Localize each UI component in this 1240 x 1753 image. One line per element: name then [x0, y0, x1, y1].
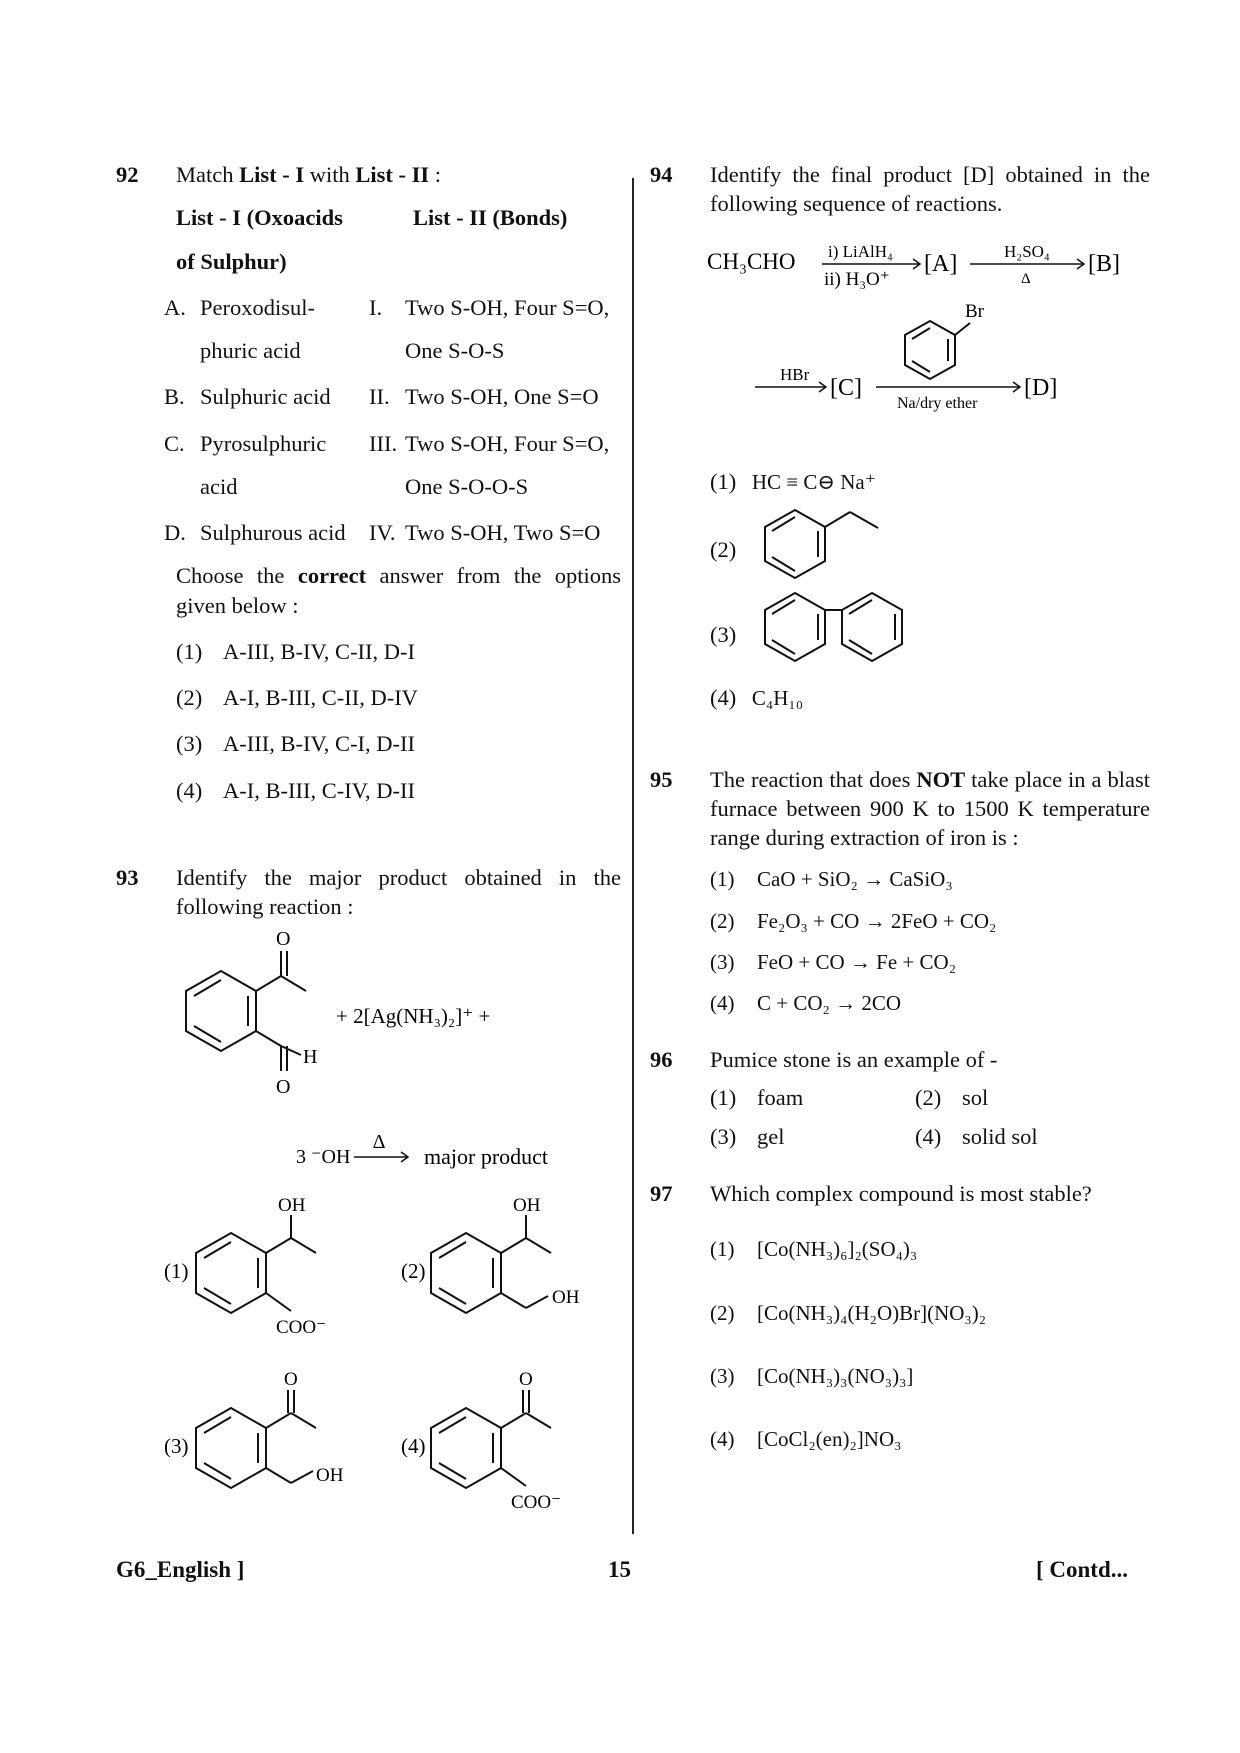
final-product-d: [D]	[1024, 374, 1058, 401]
svg-text:OH: OH	[278, 1195, 306, 1217]
option-2[interactable]: (2)	[710, 536, 737, 562]
oxygen-label: O	[276, 1076, 291, 1099]
match-row: A. Peroxodisul- phuric acid I. Two S-OH, Four S=O, One S-O-S	[164, 294, 610, 363]
list-1-heading: List - I (Oxoacids	[176, 205, 343, 231]
question-number: 97	[650, 1181, 673, 1207]
question-94	[650, 160, 1150, 219]
question-text: Pumice stone is an example of -	[710, 1047, 998, 1073]
question-text: Which complex compound is most stable?	[710, 1181, 1092, 1207]
svg-text:(3): (3)	[164, 1434, 189, 1459]
choose-instruction: Choose the correct answer from the options given below :	[176, 563, 621, 618]
question-93	[116, 863, 621, 922]
step2-top: H₂SO₄	[1004, 241, 1050, 261]
option-1[interactable]: (1) A-III, B-IV, C-II, D-I	[176, 638, 416, 664]
step1-bottom: ii) H₃O⁺	[824, 268, 890, 290]
question-text: Match List - I with List - II :	[176, 162, 442, 187]
q94-reaction-scheme	[650, 225, 1150, 465]
option-1-structure[interactable]	[164, 1195, 326, 1338]
delta-label: Δ	[372, 1131, 386, 1154]
option-1[interactable]: (1) foam	[710, 1084, 804, 1110]
option-1[interactable]: (1) [Co(NH₃)₆]₂(SO₄)₃	[710, 1237, 918, 1262]
question-95	[650, 765, 1150, 1018]
option-4-structure[interactable]	[401, 1369, 561, 1513]
svg-text:(2): (2)	[401, 1259, 426, 1284]
option-2[interactable]: (2) Fe₂O₃ + CO → 2FeO + CO₂	[710, 908, 997, 933]
list-headings	[176, 203, 621, 276]
option-4[interactable]: (4) solid sol	[915, 1123, 1038, 1149]
column-divider	[632, 178, 634, 1534]
biphenyl-structure	[750, 585, 930, 675]
svg-text:OH: OH	[316, 1465, 344, 1487]
option-3[interactable]: (3) gel	[710, 1123, 785, 1149]
option-1[interactable]: (1) HC ≡ C⊖ Na⁺	[710, 468, 876, 494]
hydrogen-label: H	[303, 1046, 318, 1069]
svg-text:OH: OH	[513, 1195, 541, 1217]
option-3-structure[interactable]	[164, 1369, 344, 1488]
option-4[interactable]: (4) [CoCl₂(en)₂]NO₃	[710, 1427, 902, 1452]
step1-top: i) LiAlH₄	[828, 241, 893, 261]
ethylbenzene-structure	[750, 500, 910, 590]
options-row	[710, 1122, 1150, 1151]
option-3[interactable]: (3)	[710, 621, 737, 647]
svg-text:O: O	[284, 1369, 298, 1391]
svg-text:(1): (1)	[164, 1259, 189, 1284]
question-text: Identify the final product [D] obtained in the following sequence of reactions.	[710, 162, 1150, 217]
right-column	[650, 160, 1150, 1454]
footer-continued: [ Contd...	[1036, 1557, 1129, 1582]
option-2[interactable]: (2) A-I, B-III, C-II, D-IV	[176, 685, 418, 710]
intermediate-a: [A]	[924, 250, 958, 277]
question-text: The reaction that does NOT take place in a blast furnace between 900 K to 1500 K temperature range during extraction of iron is :	[710, 766, 1150, 850]
step3-top: HBr	[780, 364, 810, 384]
bromine-label: Br	[965, 300, 984, 322]
question-92	[116, 160, 621, 805]
product-text: major product	[424, 1144, 549, 1170]
svg-text:COO⁻: COO⁻	[276, 1317, 327, 1339]
start-compound: CH₃CHO	[707, 248, 796, 274]
svg-text:OH: OH	[552, 1287, 580, 1309]
footer-paper-code: G6_English ]	[116, 1557, 245, 1582]
list-1-heading-cont: of Sulphur)	[176, 248, 287, 274]
q94-options	[650, 465, 1150, 735]
match-table	[164, 293, 621, 548]
reactant-structure	[186, 928, 317, 1098]
step2-bottom: Δ	[1021, 270, 1031, 287]
left-column	[116, 160, 621, 1623]
reagent-text: + 2[Ag(NH₃)₂]⁺ +	[336, 1004, 491, 1029]
oxygen-label: O	[276, 928, 291, 951]
option-2-structure[interactable]	[401, 1195, 580, 1313]
question-96	[650, 1045, 1150, 1151]
question-text: Identify the major product obtained in the following reaction :	[176, 864, 621, 919]
svg-text:(4): (4)	[401, 1434, 426, 1459]
option-3[interactable]: (3) FeO + CO → Fe + CO₂	[710, 949, 957, 974]
intermediate-b: [B]	[1088, 250, 1120, 277]
option-4[interactable]: (4) A-I, B-III, C-IV, D-II	[176, 777, 416, 803]
option-2[interactable]: (2) sol	[915, 1084, 989, 1110]
question-number: 95	[650, 766, 673, 792]
option-2[interactable]: (2) [Co(NH₃)₄(H₂O)Br](NO₃)₂	[710, 1300, 987, 1325]
question-97	[650, 1179, 1150, 1453]
option-4[interactable]: (4) C₄H₁₀	[710, 684, 804, 710]
svg-text:O: O	[519, 1369, 533, 1391]
match-row: D. Sulphurous acid IV. Two S-OH, Two S=O	[164, 520, 601, 545]
step4-bottom: Na/dry ether	[897, 394, 978, 412]
footer-page-number: 15	[608, 1557, 631, 1582]
q93-reaction-diagram	[116, 928, 621, 1623]
question-number: 92	[116, 162, 139, 187]
option-3[interactable]: (3) [Co(NH₃)₃(NO₃)₃]	[710, 1364, 914, 1389]
option-1[interactable]: (1) CaO + SiO₂ → CaSiO₃	[710, 867, 953, 892]
list-2-heading: List - II (Bonds)	[413, 205, 568, 231]
options-row	[710, 1083, 1150, 1112]
match-row: C. Pyrosulphuric acid III. Two S-OH, Four S=O, One S-O-O-S	[164, 430, 610, 499]
svg-text:COO⁻: COO⁻	[511, 1492, 562, 1514]
question-number: 94	[650, 162, 673, 187]
match-row: B. Sulphuric acid II. Two S-OH, One S=O	[164, 384, 599, 410]
question-number: 96	[650, 1047, 673, 1073]
option-3[interactable]: (3) A-III, B-IV, C-I, D-II	[176, 731, 416, 757]
option-4[interactable]: (4) C + CO₂ → 2CO	[710, 991, 902, 1016]
conditions-text: 3 ⁻OH	[296, 1146, 351, 1169]
question-number: 93	[116, 864, 139, 890]
intermediate-c: [C]	[830, 374, 862, 401]
